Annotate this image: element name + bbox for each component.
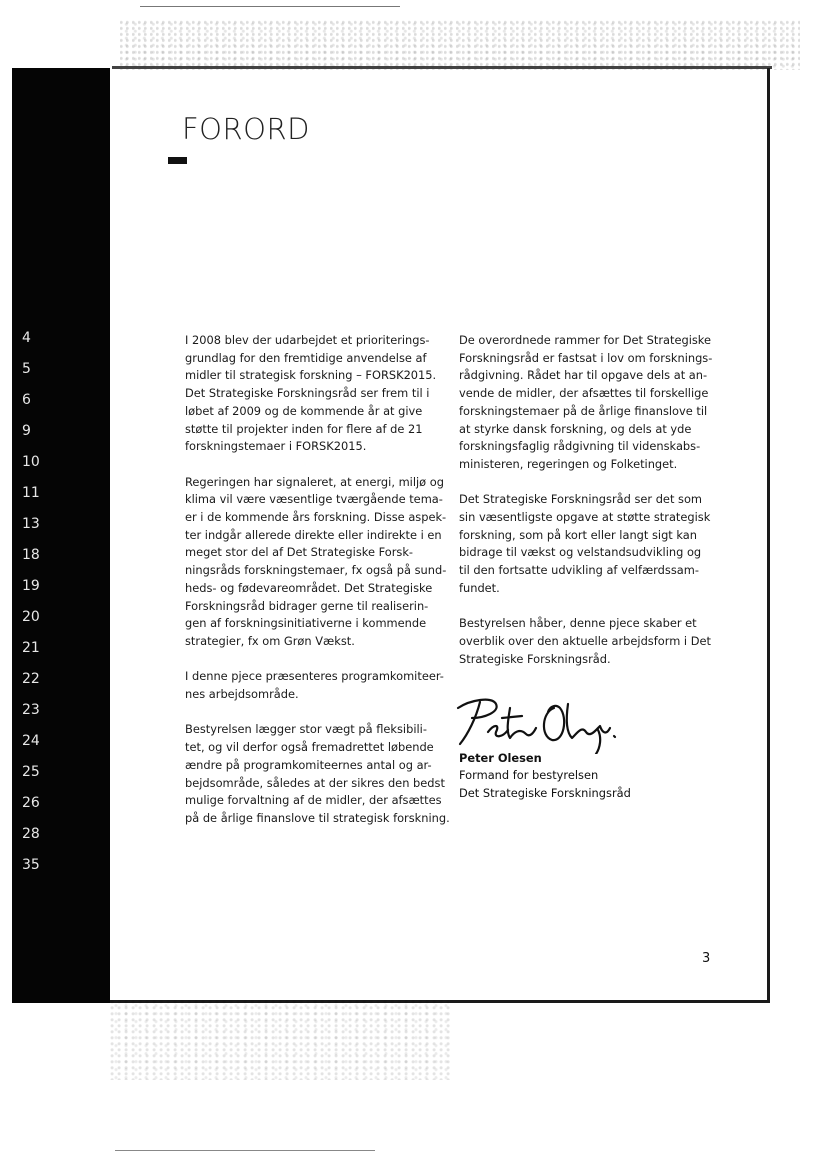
index-tab: 6 <box>22 392 31 408</box>
signature-text: Peter Olesen <box>450 688 457 689</box>
index-tab: 19 <box>22 578 40 594</box>
index-tab: 28 <box>22 826 40 842</box>
page-top-edge <box>112 66 772 69</box>
left-column <box>185 332 455 845</box>
index-tab: 21 <box>22 640 40 656</box>
title-accent-bar <box>168 157 187 164</box>
index-tab-bar <box>12 68 110 1003</box>
scan-artifact-noise <box>120 20 800 70</box>
index-tab: 4 <box>22 330 31 346</box>
index-tab: 9 <box>22 423 31 439</box>
scan-artifact-line-bottom <box>115 1150 375 1151</box>
index-tab: 26 <box>22 795 40 811</box>
signatory-name: Peter Olesen <box>459 751 542 765</box>
index-tab: 24 <box>22 733 40 749</box>
page-right-edge <box>767 68 770 1003</box>
paragraph: De overordnede rammer for Det Strategiske Forskningsråd er fastsat i lov om forsknings- rådgivning. Rådet har til opgave dels at an- vende de midler, der afsættes til forskellige forskningstemaer på de årlige finanslove til at styrke dansk forskning, og dels at yde forskningsfaglig rådgivning til videnskabs- ministeren, regeringen og Folketinget. <box>459 333 713 471</box>
paragraph: I denne pjece præsenteres programkomiteer- nes arbejdsområde. <box>185 669 444 702</box>
paragraph: I 2008 blev der udarbejdet et prioriterings- grundlag for den fremtidige anvendelse af midler til strategisk forskning – FORSK2015. Det Strategiske Forskningsråd ser frem til i løbet af 2009 og de kommende år at give støtte til projekter inden for flere af de 21 forskningstemaer i FORSK2015. <box>185 333 437 454</box>
paragraph: Bestyrelsen håber, denne pjece skaber et overblik over den aktuelle arbejdsform i Det Strategiske Forskningsråd. <box>459 616 711 666</box>
index-tab: 20 <box>22 609 40 625</box>
right-column <box>459 332 729 686</box>
index-tab: 11 <box>22 485 40 501</box>
index-tab: 22 <box>22 671 40 687</box>
index-tab: 35 <box>22 857 40 873</box>
paragraph: Det Strategiske Forskningsråd ser det som sin væsentligste opgave at støtte strategisk forskning, som på kort eller langt sigt kan bidrage til vækst og velstandsudvikling og til den fortsatte udvikling af velfærdssam- fundet. <box>459 492 711 595</box>
handwritten-signature <box>450 688 620 754</box>
index-tab: 10 <box>22 454 40 470</box>
signatory-role: Formand for bestyrelsen Det Strategiske Forskningsråd <box>459 768 631 800</box>
index-tab: 25 <box>22 764 40 780</box>
paragraph: Bestyrelsen lægger stor vægt på fleksibili- tet, og vil derfor også fremadrettet løbende ændre på programkomiteernes antal og ar- bejdsområde, således at der sikres den bedst mulige forvaltning af de midler, der afsættes på de årlige finanslove til strategisk forskning. <box>185 722 450 825</box>
index-tab: 23 <box>22 702 40 718</box>
paragraph: Regeringen har signaleret, at energi, miljø og klima vil være væsentlige tværgående tema- er i de kommende års forskning. Disse aspek- ter indgår allerede direkte eller indirekte i en meget stor del af Det Strategiske Forsk- ningsråds forskningstemaer, fx også på sund- heds- og fødevareområdet. Det Strategiske Forskningsråd bidrager gerne til realiserin- gen af forskningsinitiativerne i kommende strategier, fx om Grøn Vækst. <box>185 474 447 648</box>
index-tab: 18 <box>22 547 40 563</box>
index-tab: 13 <box>22 516 40 532</box>
index-tab: 5 <box>22 361 31 377</box>
page-title: FORORD <box>182 112 310 146</box>
scan-artifact-noise-bottom <box>110 1000 450 1080</box>
index-tab-list <box>12 330 52 888</box>
scan-artifact-line <box>140 6 400 7</box>
page-number: 3 <box>702 951 711 966</box>
